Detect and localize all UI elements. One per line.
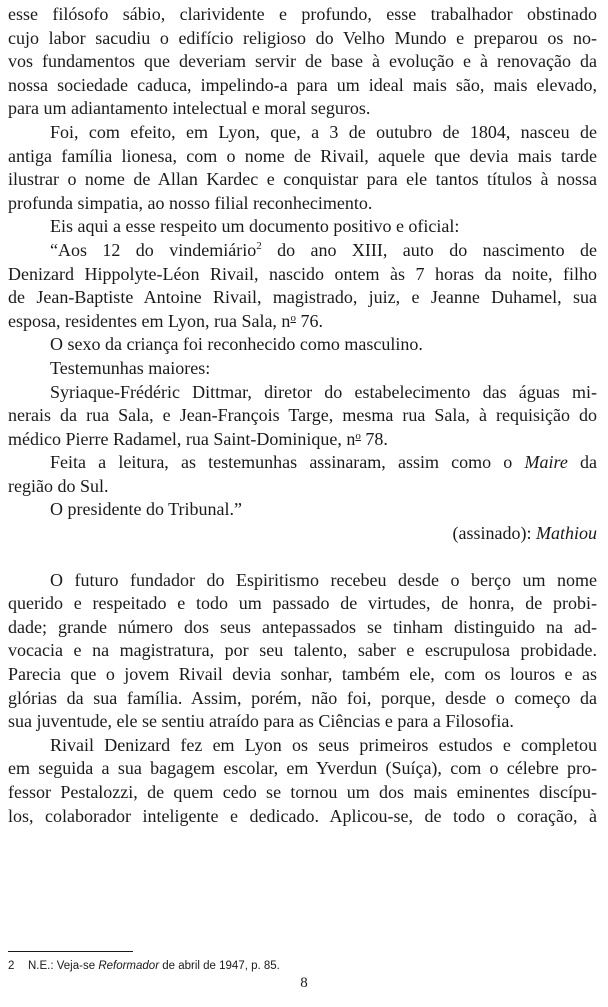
- paragraph-line: Testemunhas maiores:: [50, 357, 211, 378]
- paragraph-line: Syriaque-Frédéric Dittmar, diretor do estabelecimento das águas mi-: [50, 381, 597, 402]
- paragraph-line: vocacia e na magistratura, por seu talento, saber e escrupulosa probidade.: [8, 640, 597, 661]
- footnote-text: de abril de 1947, p. 85.: [159, 960, 280, 972]
- paragraph-line: esse filósofo sábio, clarividente e profundo, esse trabalhador obstinado: [8, 4, 597, 24]
- paragraph-line: [8, 451, 597, 475]
- paragraph-line: fessor Pestalozzi, de quem cedo se tornou um dos mais eminentes discípu-: [8, 782, 597, 802]
- paragraph-line: vos fundamentos que deveriam servir de base à evolução e à renovação da: [8, 51, 597, 72]
- paragraph-line: O futuro fundador do Espiritismo recebeu desde o berço um nome: [50, 569, 597, 590]
- paragraph-line: para um adiantamento intelectual e moral seguros.: [8, 98, 371, 119]
- paragraph-line: Denizard Hippolyte-Léon Rivail, nascido ontem às 7 horas da noite, filho: [8, 263, 597, 284]
- text-span: esposa, residentes em Lyon, rua Sala, n: [8, 310, 291, 331]
- ordinal-indicator: o: [355, 429, 361, 442]
- paragraph-line: glórias da sua família. Assim, porém, não foi, porque, desde o começo da: [8, 687, 597, 708]
- text-span: da: [567, 452, 597, 473]
- paragraph-line: em seguida a sua bagagem escolar, em Yverdun (Suíça), com o célebre pro-: [8, 758, 597, 779]
- text-span: (assinado):: [452, 523, 536, 544]
- footnote-divider: [8, 951, 133, 952]
- body-text: [8, 3, 597, 828]
- paragraph-line: nossa sociedade caduca, impelindo-a para um ideal mais são, mais elevado,: [8, 74, 597, 95]
- paragraph-line: antiga família lionesa, com o nome de Rivail, aquele que devia mais tarde: [8, 145, 597, 166]
- paragraph-line: região do Sul.: [8, 475, 109, 496]
- page-number: 8: [300, 975, 308, 991]
- footnote-reference[interactable]: 2: [256, 239, 262, 252]
- text-span: “Aos 12 do vindemiário: [50, 239, 257, 260]
- paragraph-line: Foi, com efeito, em Lyon, que, a 3 de outubro de 1804, nasceu de: [50, 121, 597, 142]
- italic-text: Maire: [524, 452, 568, 473]
- text-span: médico Pierre Radamel, rua Saint-Dominique, n: [8, 428, 356, 449]
- paragraph-line: dade; grande número dos seus antepassados se tinham distinguido na ad-: [8, 616, 597, 637]
- footnote-text: N.E.: Veja-se: [28, 960, 99, 972]
- paragraph-line: profunda simpatia, ao nosso filial reconhecimento.: [8, 192, 373, 213]
- paragraph-line: Rivail Denizard fez em Lyon os seus primeiros estudos e completou: [50, 734, 597, 755]
- paragraph-line: de Jean-Baptiste Antoine Rivail, magistrado, juiz, e Jeanne Duhamel, sua: [8, 287, 597, 308]
- ordinal-indicator: o: [290, 311, 296, 324]
- paragraph-line: [8, 428, 597, 452]
- paragraph-line: sua juventude, ele se sentiu atraído para as Ciências e para a Filosofia.: [8, 711, 514, 732]
- footnote-italic: Reformador: [98, 960, 160, 972]
- paragraph-line: los, colaborador inteligente e dedicado. Aplicou-se, de todo o coração, à: [8, 805, 597, 826]
- text-span: 78.: [360, 428, 388, 449]
- signature-name: Mathiou: [536, 523, 597, 544]
- text-span: Feita a leitura, as testemunhas assinaram, assim como o: [50, 452, 525, 473]
- paragraph-line: Parecia que o jovem Rivail devia sonhar, também ele, com os louros e as: [8, 664, 597, 685]
- signature-line: [8, 522, 597, 546]
- paragraph-line: ilustrar o nome de Allan Kardec e conquistar para ele tantos títulos à nossa: [8, 169, 597, 190]
- paragraph-line: nerais da rua Sala, e Jean-François Targe, mesma rua Sala, à requisição do: [8, 405, 597, 426]
- paragraph-line: [8, 310, 597, 334]
- paragraph-line: [8, 239, 597, 263]
- paragraph-line: O sexo da criança foi reconhecido como masculino.: [50, 334, 423, 355]
- footnote-mark: 2: [8, 960, 15, 972]
- text-span: 76.: [295, 310, 323, 331]
- paragraph-line: cujo labor sacudiu o edifício religioso do Velho Mundo e preparou os no-: [8, 27, 597, 48]
- footnote: [8, 959, 597, 973]
- paragraph-line: Eis aqui a esse respeito um documento positivo e oficial:: [50, 216, 460, 237]
- paragraph-line: O presidente do Tribunal.”: [50, 499, 242, 520]
- paragraph-line: querido e respeitado e todo um passado de virtudes, de honra, de probi-: [8, 593, 597, 614]
- text-span: do ano XIII, auto do nascimento de: [261, 239, 597, 260]
